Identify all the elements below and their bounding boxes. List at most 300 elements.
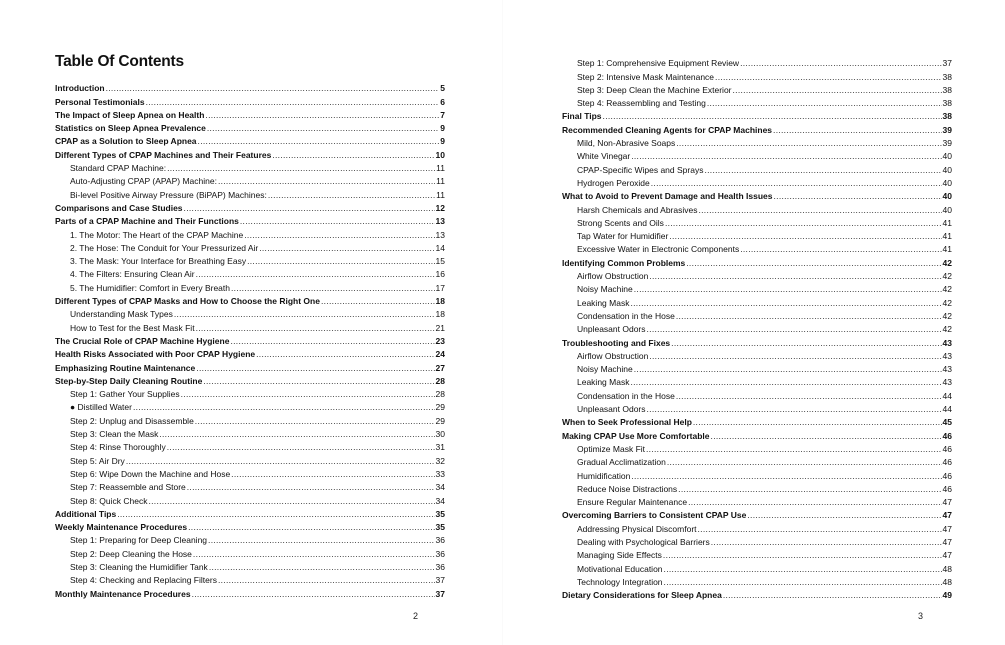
toc-entry-label: What to Avoid to Prevent Damage and Health Issues — [562, 191, 773, 202]
toc-dot-leader — [196, 363, 434, 374]
toc-entry[interactable] — [55, 81, 445, 94]
toc-dot-leader — [664, 577, 942, 588]
toc-entry[interactable] — [562, 561, 952, 574]
toc-entry-label: 5. The Humidifier: Comfort in Every Breath — [70, 282, 230, 293]
toc-entry[interactable] — [55, 520, 445, 533]
toc-entry[interactable] — [562, 229, 952, 242]
toc-entry[interactable] — [562, 468, 952, 481]
toc-entry-page: 41 — [942, 244, 952, 255]
toc-entry[interactable] — [55, 174, 445, 187]
toc-dot-leader — [647, 404, 942, 415]
toc-entry-label: Strong Scents and Oils — [577, 217, 664, 228]
toc-entry-page: 42 — [942, 271, 952, 282]
toc-entry-page: 47 — [942, 536, 952, 547]
toc-dot-leader — [240, 216, 435, 227]
toc-entry-page: 11 — [436, 189, 445, 200]
toc-entry-label: Emphasizing Routine Maintenance — [55, 362, 196, 373]
toc-entry-label: Excessive Water in Electronic Components — [577, 244, 740, 255]
toc-entry-page: 43 — [942, 364, 952, 375]
toc-entry[interactable] — [55, 147, 445, 160]
toc-entry-page: 46 — [942, 430, 952, 441]
toc-entry[interactable] — [562, 295, 952, 308]
toc-entry-label: Step 4: Rinse Thoroughly — [70, 442, 166, 453]
toc-entry[interactable] — [562, 69, 952, 82]
toc-entry-label: The Impact of Sleep Apnea on Health — [55, 109, 205, 120]
toc-dot-leader — [268, 190, 435, 201]
toc-entry-label: Motivational Education — [577, 563, 663, 574]
toc-dot-leader — [740, 244, 941, 255]
toc-entry-page: 43 — [942, 337, 952, 348]
toc-dot-leader — [218, 575, 435, 586]
toc-entry-label: Managing Side Effects — [577, 550, 662, 561]
toc-dot-leader — [693, 417, 942, 428]
toc-title: Table Of Contents — [55, 53, 184, 70]
toc-entry-page: 29 — [435, 415, 445, 426]
toc-entry-label: How to Test for the Best Mask Fit — [70, 322, 195, 333]
toc-entry[interactable] — [562, 415, 952, 428]
toc-entry-label: CPAP as a Solution to Sleep Apnea — [55, 136, 197, 147]
toc-entry[interactable] — [55, 413, 445, 426]
toc-entry[interactable] — [562, 149, 952, 162]
toc-entry-label: Addressing Physical Discomfort — [577, 523, 697, 534]
toc-entry-label: 2. The Hose: The Conduit for Your Pressurized Air — [70, 242, 259, 253]
toc-entry-page: 41 — [942, 217, 952, 228]
toc-entry-page: 31 — [435, 442, 445, 453]
toc-entry-label: Step 2: Intensive Mask Maintenance — [577, 71, 715, 82]
toc-entry[interactable] — [55, 241, 445, 254]
toc-dot-leader — [631, 151, 941, 162]
toc-entry[interactable] — [562, 109, 952, 122]
toc-dot-leader — [196, 269, 435, 280]
toc-entry[interactable] — [55, 334, 445, 347]
toc-dot-leader — [181, 389, 435, 400]
toc-entry-page: 47 — [942, 510, 952, 521]
toc-entry-page: 39 — [942, 138, 952, 149]
toc-dot-leader — [117, 509, 434, 520]
toc-entry-page: 37 — [942, 58, 952, 69]
toc-entry-label: Step 7: Reassemble and Store — [70, 482, 186, 493]
toc-entry[interactable] — [55, 560, 445, 573]
toc-entry[interactable] — [562, 588, 952, 601]
toc-entry-page: 42 — [942, 310, 952, 321]
toc-entry-page: 18 — [435, 309, 445, 320]
toc-dot-leader — [704, 165, 941, 176]
toc-dot-leader — [106, 83, 440, 94]
toc-entry[interactable] — [562, 335, 952, 348]
toc-entry-label: Mild, Non-Abrasive Soaps — [577, 138, 676, 149]
toc-entry-label: Unpleasant Odors — [577, 324, 646, 335]
toc-entry-page: 46 — [942, 443, 952, 454]
toc-entry-page: 42 — [942, 324, 952, 335]
toc-entry-label: Step 2: Deep Cleaning the Hose — [70, 548, 192, 559]
toc-dot-leader — [707, 98, 942, 109]
toc-entry[interactable] — [55, 493, 445, 506]
toc-entry-page: 24 — [435, 349, 445, 360]
toc-entry[interactable] — [55, 586, 445, 599]
toc-dot-leader — [646, 444, 942, 455]
toc-entry[interactable] — [562, 495, 952, 508]
toc-entry[interactable] — [55, 347, 445, 360]
toc-entry[interactable] — [562, 349, 952, 362]
toc-entry-label: ● Distilled Water — [70, 402, 132, 413]
toc-dot-leader — [651, 178, 942, 189]
toc-entry[interactable] — [55, 227, 445, 240]
toc-entry-page: 36 — [435, 548, 445, 559]
toc-entry-page: 32 — [435, 455, 445, 466]
toc-dot-leader — [247, 256, 434, 267]
toc-dot-leader — [711, 537, 942, 548]
toc-entry[interactable] — [55, 320, 445, 333]
toc-entry-page: 44 — [942, 390, 952, 401]
toc-entry-label: Step 4: Checking and Replacing Filters — [70, 575, 217, 586]
toc-dot-leader — [773, 125, 942, 136]
toc-entry-page: 40 — [942, 177, 952, 188]
toc-entry[interactable] — [55, 546, 445, 559]
toc-entry-page: 41 — [942, 231, 952, 242]
toc-entry-label: Recommended Cleaning Agents for CPAP Machines — [562, 124, 773, 135]
toc-entry[interactable] — [562, 521, 952, 534]
toc-entry[interactable] — [562, 309, 952, 322]
toc-entry-label: Step 5: Air Dry — [70, 455, 125, 466]
toc-entry-label: Bi-level Positive Airway Pressure (BiPAP) Machines: — [70, 189, 267, 200]
toc-dot-leader — [733, 85, 942, 96]
toc-entry-page: 34 — [435, 482, 445, 493]
toc-entry[interactable] — [55, 400, 445, 413]
toc-dot-leader — [218, 176, 435, 187]
toc-entry[interactable] — [55, 294, 445, 307]
toc-dot-leader — [198, 136, 440, 147]
toc-entry[interactable] — [55, 307, 445, 320]
toc-entry[interactable] — [562, 402, 952, 415]
toc-entry-label: Airflow Obstruction — [577, 350, 649, 361]
toc-entry-page: 38 — [942, 111, 952, 122]
toc-entry[interactable] — [55, 427, 445, 440]
toc-entry[interactable] — [55, 201, 445, 214]
toc-dot-leader — [174, 309, 435, 320]
toc-entry-label: Statistics on Sleep Apnea Prevalence — [55, 123, 206, 134]
toc-entry[interactable] — [55, 254, 445, 267]
toc-entry-label: Understanding Mask Types — [70, 309, 173, 320]
toc-entry-label: Dealing with Psychological Barriers — [577, 536, 710, 547]
toc-dot-leader — [649, 271, 941, 282]
toc-entry-page: 46 — [942, 457, 952, 468]
toc-entry-label: When to Seek Professional Help — [562, 417, 692, 428]
toc-entry-label: Optimize Mask Fit — [577, 443, 646, 454]
toc-entry-page: 14 — [435, 242, 445, 253]
toc-entry[interactable] — [562, 548, 952, 561]
toc-entry[interactable] — [562, 428, 952, 441]
toc-entry-page: 38 — [942, 71, 952, 82]
toc-entry-label: 1. The Motor: The Heart of the CPAP Machine — [70, 229, 244, 240]
toc-entry[interactable] — [562, 575, 952, 588]
toc-entry-page: 40 — [942, 151, 952, 162]
toc-dot-leader — [231, 469, 434, 480]
toc-entry-label: Condensation in the Hose — [577, 390, 675, 401]
toc-entry-page: 39 — [942, 124, 952, 135]
toc-entry-label: Health Risks Associated with Poor CPAP Hygiene — [55, 349, 256, 360]
toc-entry-label: Noisy Machine — [577, 364, 633, 375]
toc-entry-label: Step 6: Wipe Down the Machine and Hose — [70, 468, 231, 479]
toc-entry-label: Different Types of CPAP Masks and How to Choose the Right One — [55, 296, 320, 307]
toc-dot-leader — [167, 442, 435, 453]
toc-entry-page: 36 — [435, 535, 445, 546]
toc-entry-page: 16 — [435, 269, 445, 280]
toc-entry-label: Additional Tips — [55, 508, 117, 519]
toc-entry[interactable] — [55, 533, 445, 546]
toc-entry-label: Airflow Obstruction — [577, 271, 649, 282]
toc-entry-page: 36 — [435, 561, 445, 572]
toc-entry-label: Harsh Chemicals and Abrasives — [577, 204, 698, 215]
toc-entry[interactable] — [562, 362, 952, 375]
toc-entry-label: White Vinegar — [577, 151, 631, 162]
toc-dot-leader — [688, 497, 941, 508]
toc-entry[interactable] — [562, 216, 952, 229]
toc-entry[interactable] — [562, 388, 952, 401]
toc-entry-label: Step-by-Step Daily Cleaning Routine — [55, 375, 203, 386]
toc-entry[interactable] — [55, 94, 445, 107]
toc-entry-page: 13 — [435, 229, 445, 240]
toc-dot-leader — [321, 296, 435, 307]
toc-entry[interactable] — [562, 122, 952, 135]
toc-dot-leader — [231, 283, 435, 294]
toc-entry[interactable] — [55, 214, 445, 227]
toc-entry[interactable] — [55, 507, 445, 520]
toc-entry-label: Introduction — [55, 83, 105, 94]
toc-entry-label: Parts of a CPAP Machine and Their Functions — [55, 216, 239, 227]
toc-dot-leader — [272, 150, 434, 161]
toc-dot-leader — [649, 351, 941, 362]
toc-entry-page: 40 — [942, 164, 952, 175]
toc-entry[interactable] — [562, 269, 952, 282]
toc-entry[interactable] — [562, 96, 952, 109]
page-number-left: 2 — [413, 611, 419, 621]
toc-entry-page: 11 — [436, 163, 445, 174]
toc-dot-leader — [208, 535, 435, 546]
toc-entry[interactable] — [55, 440, 445, 453]
toc-dot-leader — [256, 349, 434, 360]
toc-entry-label: Reduce Noise Distractions — [577, 483, 678, 494]
toc-entry[interactable] — [562, 83, 952, 96]
toc-dot-leader — [671, 338, 941, 349]
toc-entry[interactable] — [562, 482, 952, 495]
toc-entry-label: Step 8: Quick Check — [70, 495, 148, 506]
toc-dot-leader — [711, 431, 942, 442]
toc-entry[interactable] — [562, 189, 952, 202]
toc-entry-page: 21 — [435, 322, 445, 333]
toc-entry[interactable] — [562, 508, 952, 521]
toc-entry-label: Weekly Maintenance Procedures — [55, 522, 188, 533]
toc-dot-leader — [193, 549, 435, 560]
toc-entry[interactable] — [55, 480, 445, 493]
toc-entry-page: 28 — [435, 375, 445, 386]
toc-entry-label: Dietary Considerations for Sleep Apnea — [562, 590, 722, 601]
toc-entry[interactable] — [562, 242, 952, 255]
toc-entry[interactable] — [562, 535, 952, 548]
toc-entry-label: Final Tips — [562, 111, 602, 122]
toc-entry-page: 40 — [942, 204, 952, 215]
toc-entry-page: 23 — [435, 335, 445, 346]
toc-entry-page: 17 — [435, 282, 445, 293]
toc-entry-label: Troubleshooting and Fixes — [562, 337, 671, 348]
toc-dot-leader — [667, 457, 942, 468]
toc-entry-label: Step 1: Preparing for Deep Cleaning — [70, 535, 208, 546]
toc-entry-label: Condensation in the Hose — [577, 310, 675, 321]
toc-entry[interactable] — [55, 374, 445, 387]
toc-entry-label: Step 1: Gather Your Supplies — [70, 389, 180, 400]
toc-entry-label: Unpleasant Odors — [577, 404, 646, 415]
toc-entry-page: 38 — [942, 98, 952, 109]
toc-entry-page: 9 — [440, 136, 445, 147]
toc-entry-page: 48 — [942, 576, 952, 587]
toc-entry[interactable] — [55, 573, 445, 586]
toc-entry-page: 42 — [942, 297, 952, 308]
toc-entry-page: 7 — [440, 109, 445, 120]
toc-entry-page: 47 — [942, 523, 952, 534]
toc-entry-label: Tap Water for Humidifier — [577, 231, 669, 242]
toc-entry-page: 18 — [435, 296, 445, 307]
toc-dot-leader — [630, 298, 941, 309]
toc-dot-leader — [184, 203, 435, 214]
toc-entry-label: Auto-Adjusting CPAP (APAP) Machine: — [70, 176, 217, 187]
toc-entry-page: 49 — [942, 590, 952, 601]
toc-entry-page: 43 — [942, 350, 952, 361]
toc-dot-leader — [259, 243, 434, 254]
toc-entry-page: 48 — [942, 563, 952, 574]
toc-entry-label: Ensure Regular Maintenance — [577, 497, 688, 508]
toc-dot-leader — [207, 123, 439, 134]
toc-dot-leader — [740, 58, 941, 69]
toc-entry-label: Comparisons and Case Studies — [55, 202, 183, 213]
toc-entry-page: 35 — [435, 522, 445, 533]
toc-entry-page: 10 — [435, 149, 445, 160]
toc-entry-label: 3. The Mask: Your Interface for Breathing Easy — [70, 256, 247, 267]
toc-entry-label: Step 3: Deep Clean the Machine Exterior — [577, 84, 732, 95]
toc-entry-page: 35 — [435, 508, 445, 519]
toc-entry-page: 47 — [942, 497, 952, 508]
toc-dot-leader — [723, 590, 942, 601]
toc-dot-leader — [133, 402, 435, 413]
toc-entry-page: 47 — [942, 550, 952, 561]
toc-entry-page: 27 — [435, 362, 445, 373]
toc-dot-leader — [187, 482, 435, 493]
toc-entry[interactable] — [55, 134, 445, 147]
toc-list-right — [562, 56, 952, 601]
toc-entry-label: Leaking Mask — [577, 297, 630, 308]
toc-entry[interactable] — [562, 282, 952, 295]
toc-entry-page: 28 — [435, 389, 445, 400]
toc-entry-page: 33 — [435, 468, 445, 479]
toc-dot-leader — [203, 376, 434, 387]
toc-entry-page: 29 — [435, 402, 445, 413]
toc-dot-leader — [630, 377, 941, 388]
toc-entry[interactable] — [562, 56, 952, 69]
toc-entry[interactable] — [55, 187, 445, 200]
toc-entry-label: Standard CPAP Machine: — [70, 163, 167, 174]
toc-entry[interactable] — [55, 267, 445, 280]
toc-dot-leader — [634, 364, 942, 375]
toc-dot-leader — [715, 72, 942, 83]
toc-entry-label: Monthly Maintenance Procedures — [55, 588, 191, 599]
toc-dot-leader — [188, 522, 434, 533]
toc-entry-label: Step 3: Cleaning the Humidifier Tank — [70, 561, 208, 572]
toc-entry-page: 45 — [942, 417, 952, 428]
toc-dot-leader — [209, 562, 435, 573]
toc-entry[interactable] — [562, 255, 952, 268]
toc-entry-page: 5 — [440, 83, 445, 94]
toc-entry-label: Gradual Acclimatization — [577, 457, 666, 468]
toc-entry-label: Step 1: Comprehensive Equipment Review — [577, 58, 740, 69]
toc-dot-leader — [196, 323, 435, 334]
toc-entry[interactable] — [562, 176, 952, 189]
toc-entry-label: Different Types of CPAP Machines and Their Features — [55, 149, 272, 160]
toc-dot-leader — [230, 336, 434, 347]
toc-dot-leader — [676, 391, 942, 402]
toc-entry-label: Overcoming Barriers to Consistent CPAP Use — [562, 510, 747, 521]
toc-entry-label: Humidification — [577, 470, 631, 481]
toc-dot-leader — [631, 471, 941, 482]
toc-entry[interactable] — [55, 360, 445, 373]
toc-dot-leader — [676, 311, 942, 322]
toc-dot-leader — [603, 111, 942, 122]
toc-dot-leader — [678, 484, 941, 495]
toc-entry-page: 12 — [435, 202, 445, 213]
toc-dot-leader — [146, 97, 440, 108]
toc-dot-leader — [698, 524, 942, 535]
toc-entry[interactable] — [55, 280, 445, 293]
toc-entry-page: 37 — [435, 575, 445, 586]
toc-entry-page: 30 — [435, 429, 445, 440]
toc-entry-label: Step 3: Clean the Mask — [70, 429, 159, 440]
toc-entry[interactable] — [55, 467, 445, 480]
toc-dot-leader — [195, 416, 435, 427]
toc-entry-page: 15 — [435, 256, 445, 267]
toc-dot-leader — [205, 110, 439, 121]
toc-entry-page: 6 — [440, 96, 445, 107]
toc-entry[interactable] — [562, 136, 952, 149]
toc-entry-page: 46 — [942, 483, 952, 494]
toc-entry-page: 37 — [435, 588, 445, 599]
toc-entry[interactable] — [562, 202, 952, 215]
toc-entry-label: 4. The Filters: Ensuring Clean Air — [70, 269, 195, 280]
toc-entry[interactable] — [55, 108, 445, 121]
toc-entry[interactable] — [55, 161, 445, 174]
toc-entry-label: Making CPAP Use More Comfortable — [562, 430, 710, 441]
toc-dot-leader — [167, 163, 435, 174]
toc-entry-page: 42 — [942, 257, 952, 268]
toc-entry-page: 40 — [942, 191, 952, 202]
toc-entry[interactable] — [55, 453, 445, 466]
toc-dot-leader — [647, 324, 942, 335]
toc-dot-leader — [665, 218, 942, 229]
toc-entry[interactable] — [562, 162, 952, 175]
toc-entry[interactable] — [55, 387, 445, 400]
left-page — [0, 0, 502, 645]
toc-entry[interactable] — [562, 375, 952, 388]
toc-entry[interactable] — [562, 442, 952, 455]
toc-dot-leader — [669, 231, 941, 242]
toc-dot-leader — [663, 550, 942, 561]
toc-entry[interactable] — [55, 121, 445, 134]
toc-entry-page: 9 — [440, 123, 445, 134]
toc-entry-page: 13 — [435, 216, 445, 227]
toc-entry[interactable] — [562, 322, 952, 335]
right-page — [503, 0, 1005, 645]
toc-entry-label: Identifying Common Problems — [562, 257, 686, 268]
toc-entry-page: 43 — [942, 377, 952, 388]
toc-dot-leader — [634, 284, 942, 295]
toc-entry[interactable] — [562, 455, 952, 468]
toc-entry-page: 38 — [942, 84, 952, 95]
